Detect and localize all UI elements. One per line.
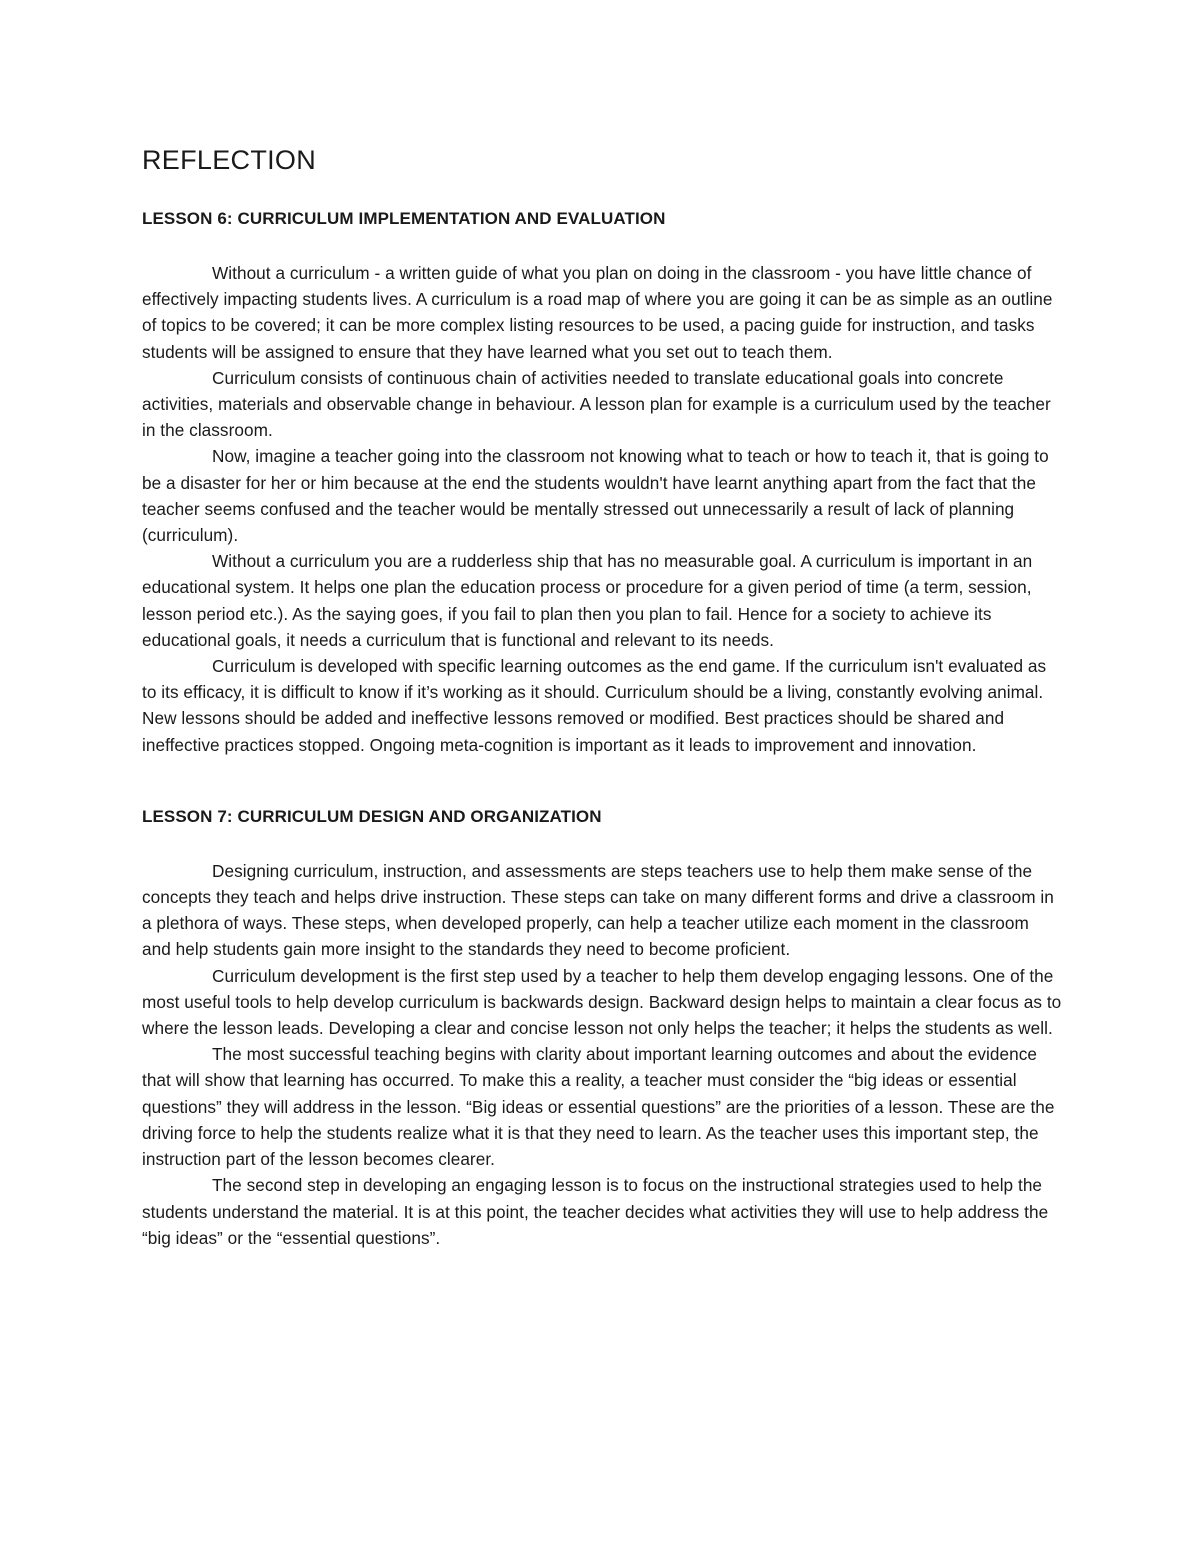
lesson-7-heading: LESSON 7: CURRICULUM DESIGN AND ORGANIZATION [142,806,602,826]
lesson-7-section [142,804,1062,1251]
lesson-6-paragraph-5: Curriculum is developed with specific learning outcomes as the end game. If the curriculum isn't evaluated as to its efficacy, it is difficult to know if it’s working as it should. Curriculum should be a living, constantly evolving animal. New lessons should be added and ineffective lessons removed or modified. Best practices should be shared and ineffective practices stopped. Ongoing meta-cognition is important as it leads to improvement and innovation. [142,656,1047,755]
document-title: REFLECTION [142,145,317,175]
lesson-6-paragraph-1: Without a curriculum - a written guide of what you plan on doing in the classroom - you have little chance of effectively impacting students lives. A curriculum is a road map of where you are going it can be as simple as an outline of topics to be covered; it can be more complex listing resources to be used, a pacing guide for instruction, and tasks students will be assigned to ensure that they have learned what you set out to teach them. [142,263,1053,362]
lesson-7-paragraph-2: Curriculum development is the first step used by a teacher to help them develop engaging lessons. One of the most useful tools to help develop curriculum is backwards design. Backward design helps to maintain a clear focus as to where the lesson leads. Developing a clear and concise lesson not only helps the teacher; it helps the students as well. [142,965,1062,1039]
lesson-6-paragraph-4: Without a curriculum you are a rudderless ship that has no measurable goal. A curriculum is important in an educational system. It helps one plan the education process or procedure for a given period of time (a term, session, lesson period etc.). As the saying goes, if you fail to plan then you plan to fail. Hence for a society to achieve its educational goals, it needs a curriculum that is functional and relevant to its needs. [142,551,1033,650]
lesson-6-section [142,206,1062,758]
lesson-7-paragraph-4: The second step in developing an engaging lesson is to focus on the instructional strategies used to help the students understand the material. It is at this point, the teacher decides what activities they will use to help address the “big ideas” or the “essential questions”. [142,1175,1049,1248]
lesson-7-paragraph-3: The most successful teaching begins with clarity about important learning outcomes and about the evidence that will show that learning has occurred. To make this a reality, a teacher must consider the “big ideas or essential questions” they will address in the lesson. “Big ideas or essential questions” are the priorities of a lesson. These are the driving force to help the students realize what it is that they need to learn. As the teacher uses this important step, the instruction part of the lesson becomes clearer. [142,1044,1055,1170]
section-spacer [142,758,1062,804]
lesson-7-paragraph-1: Designing curriculum, instruction, and assessments are steps teachers use to help them make sense of the concepts they teach and helps drive instruction. These steps can take on many different forms and drive a classroom in a plethora of ways. These steps, when developed properly, can help a teacher utilize each moment in the classroom and help students gain more insight to the standards they need to become proficient. [142,860,1054,960]
lesson-6-paragraph-2: Curriculum consists of continuous chain of activities needed to translate educational goals into concrete activities, materials and observable change in behaviour. A lesson plan for example is a curriculum used by the teacher in the classroom. [142,367,1051,441]
document-page [142,140,1062,1251]
lesson-6-heading: LESSON 6: CURRICULUM IMPLEMENTATION AND EVALUATION [142,209,666,228]
lesson-6-paragraph-3: Now, imagine a teacher going into the classroom not knowing what to teach or how to teach it, that is going to be a disaster for her or him because at the end the students wouldn't have learnt anything apart from the fact that the teacher seems confused and the teacher would be mentally stressed out unnecessarily a result of lack of planning (curriculum). [142,446,1049,546]
